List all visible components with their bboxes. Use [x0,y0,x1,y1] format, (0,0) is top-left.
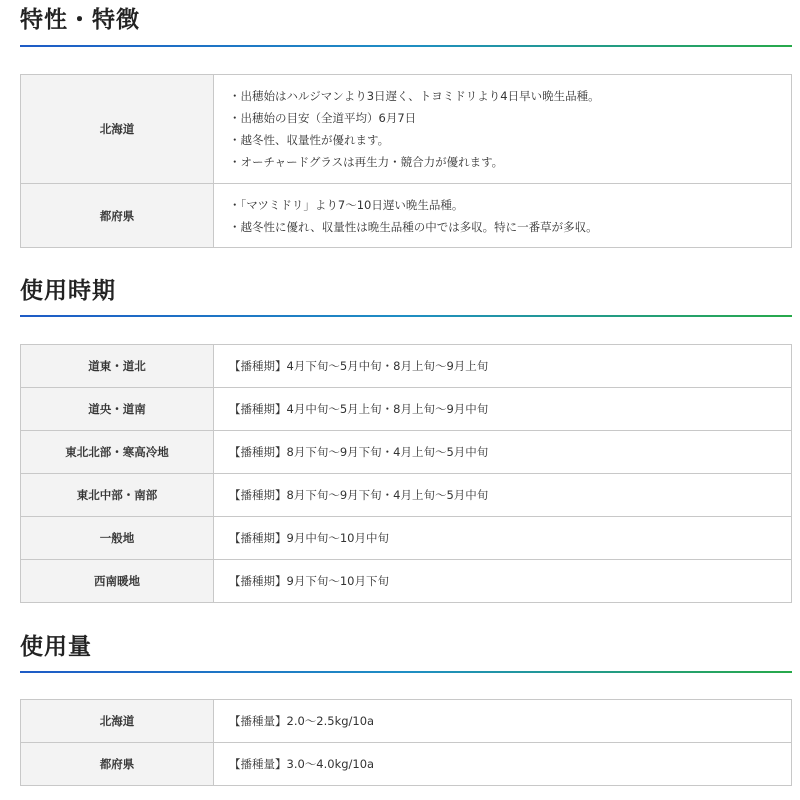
amount-row [21,743,792,786]
features-section-title: 特性・特徴 [20,7,140,33]
period-key-southwest-warm: 西南暖地 [21,560,214,603]
period-key-tohoku-north: 東北北部・寒高冷地 [21,431,214,474]
features-title-rule [20,45,792,47]
period-value-general: 【播種期】9月中旬～10月中旬 [214,517,792,560]
features-value-tofuken [214,184,792,248]
period-value-southwest-warm: 【播種期】9月下旬～10月下旬 [214,560,792,603]
features-row-tofuken [21,184,792,248]
period-row [21,474,792,517]
features-key-tofuken: 都府県 [21,184,214,248]
period-key-doo-donan: 道央・道南 [21,388,214,431]
features-value-hokkaido [214,75,792,184]
amount-value-tofuken: 【播種量】3.0～4.0kg/10a [214,743,792,786]
features-row-hokkaido [21,75,792,184]
features-hokkaido-line-2: ・出穂始の目安（全道平均）6月7日 [229,111,417,125]
period-key-general: 一般地 [21,517,214,560]
period-key-doto-dohoku: 道東・道北 [21,345,214,388]
features-hokkaido-line-4: ・オーチャードグラスは再生力・競合力が優れます。 [229,155,504,169]
features-table [20,74,792,248]
features-key-hokkaido: 北海道 [21,75,214,184]
period-row [21,345,792,388]
period-row [21,388,792,431]
features-hokkaido-line-1: ・出穂始はハルジマンより3日遅く、トヨミドリより4日早い晩生品種。 [229,89,600,103]
period-row [21,517,792,560]
period-title-rule [20,315,792,317]
features-hokkaido-line-3: ・越冬性、収量性が優れます。 [229,133,390,147]
period-table [20,344,792,603]
period-row [21,431,792,474]
period-value-tohoku-central-south: 【播種期】8月下旬～9月下旬・4月上旬～5月中旬 [214,474,792,517]
amount-title-rule [20,671,792,673]
period-section-title: 使用時期 [20,278,116,304]
period-key-tohoku-central-south: 東北中部・南部 [21,474,214,517]
amount-row [21,700,792,743]
features-tofuken-line-2: ・越冬性に優れ、収量性は晩生品種の中では多収。特に一番草が多収。 [229,219,598,234]
amount-section-title: 使用量 [20,634,92,660]
amount-value-hokkaido: 【播種量】2.0～2.5kg/10a [214,700,792,743]
features-tofuken-line-1: ・「マツミドリ」より7～10日遅い晩生品種。 [229,197,464,212]
amount-key-hokkaido: 北海道 [21,700,214,743]
period-value-doto-dohoku: 【播種期】4月下旬～5月中旬・8月上旬～9月上旬 [214,345,792,388]
amount-table [20,699,792,786]
amount-key-tofuken: 都府県 [21,743,214,786]
period-value-tohoku-north: 【播種期】8月下旬～9月下旬・4月上旬～5月中旬 [214,431,792,474]
period-value-doo-donan: 【播種期】4月中旬～5月上旬・8月上旬～9月中旬 [214,388,792,431]
period-row [21,560,792,603]
